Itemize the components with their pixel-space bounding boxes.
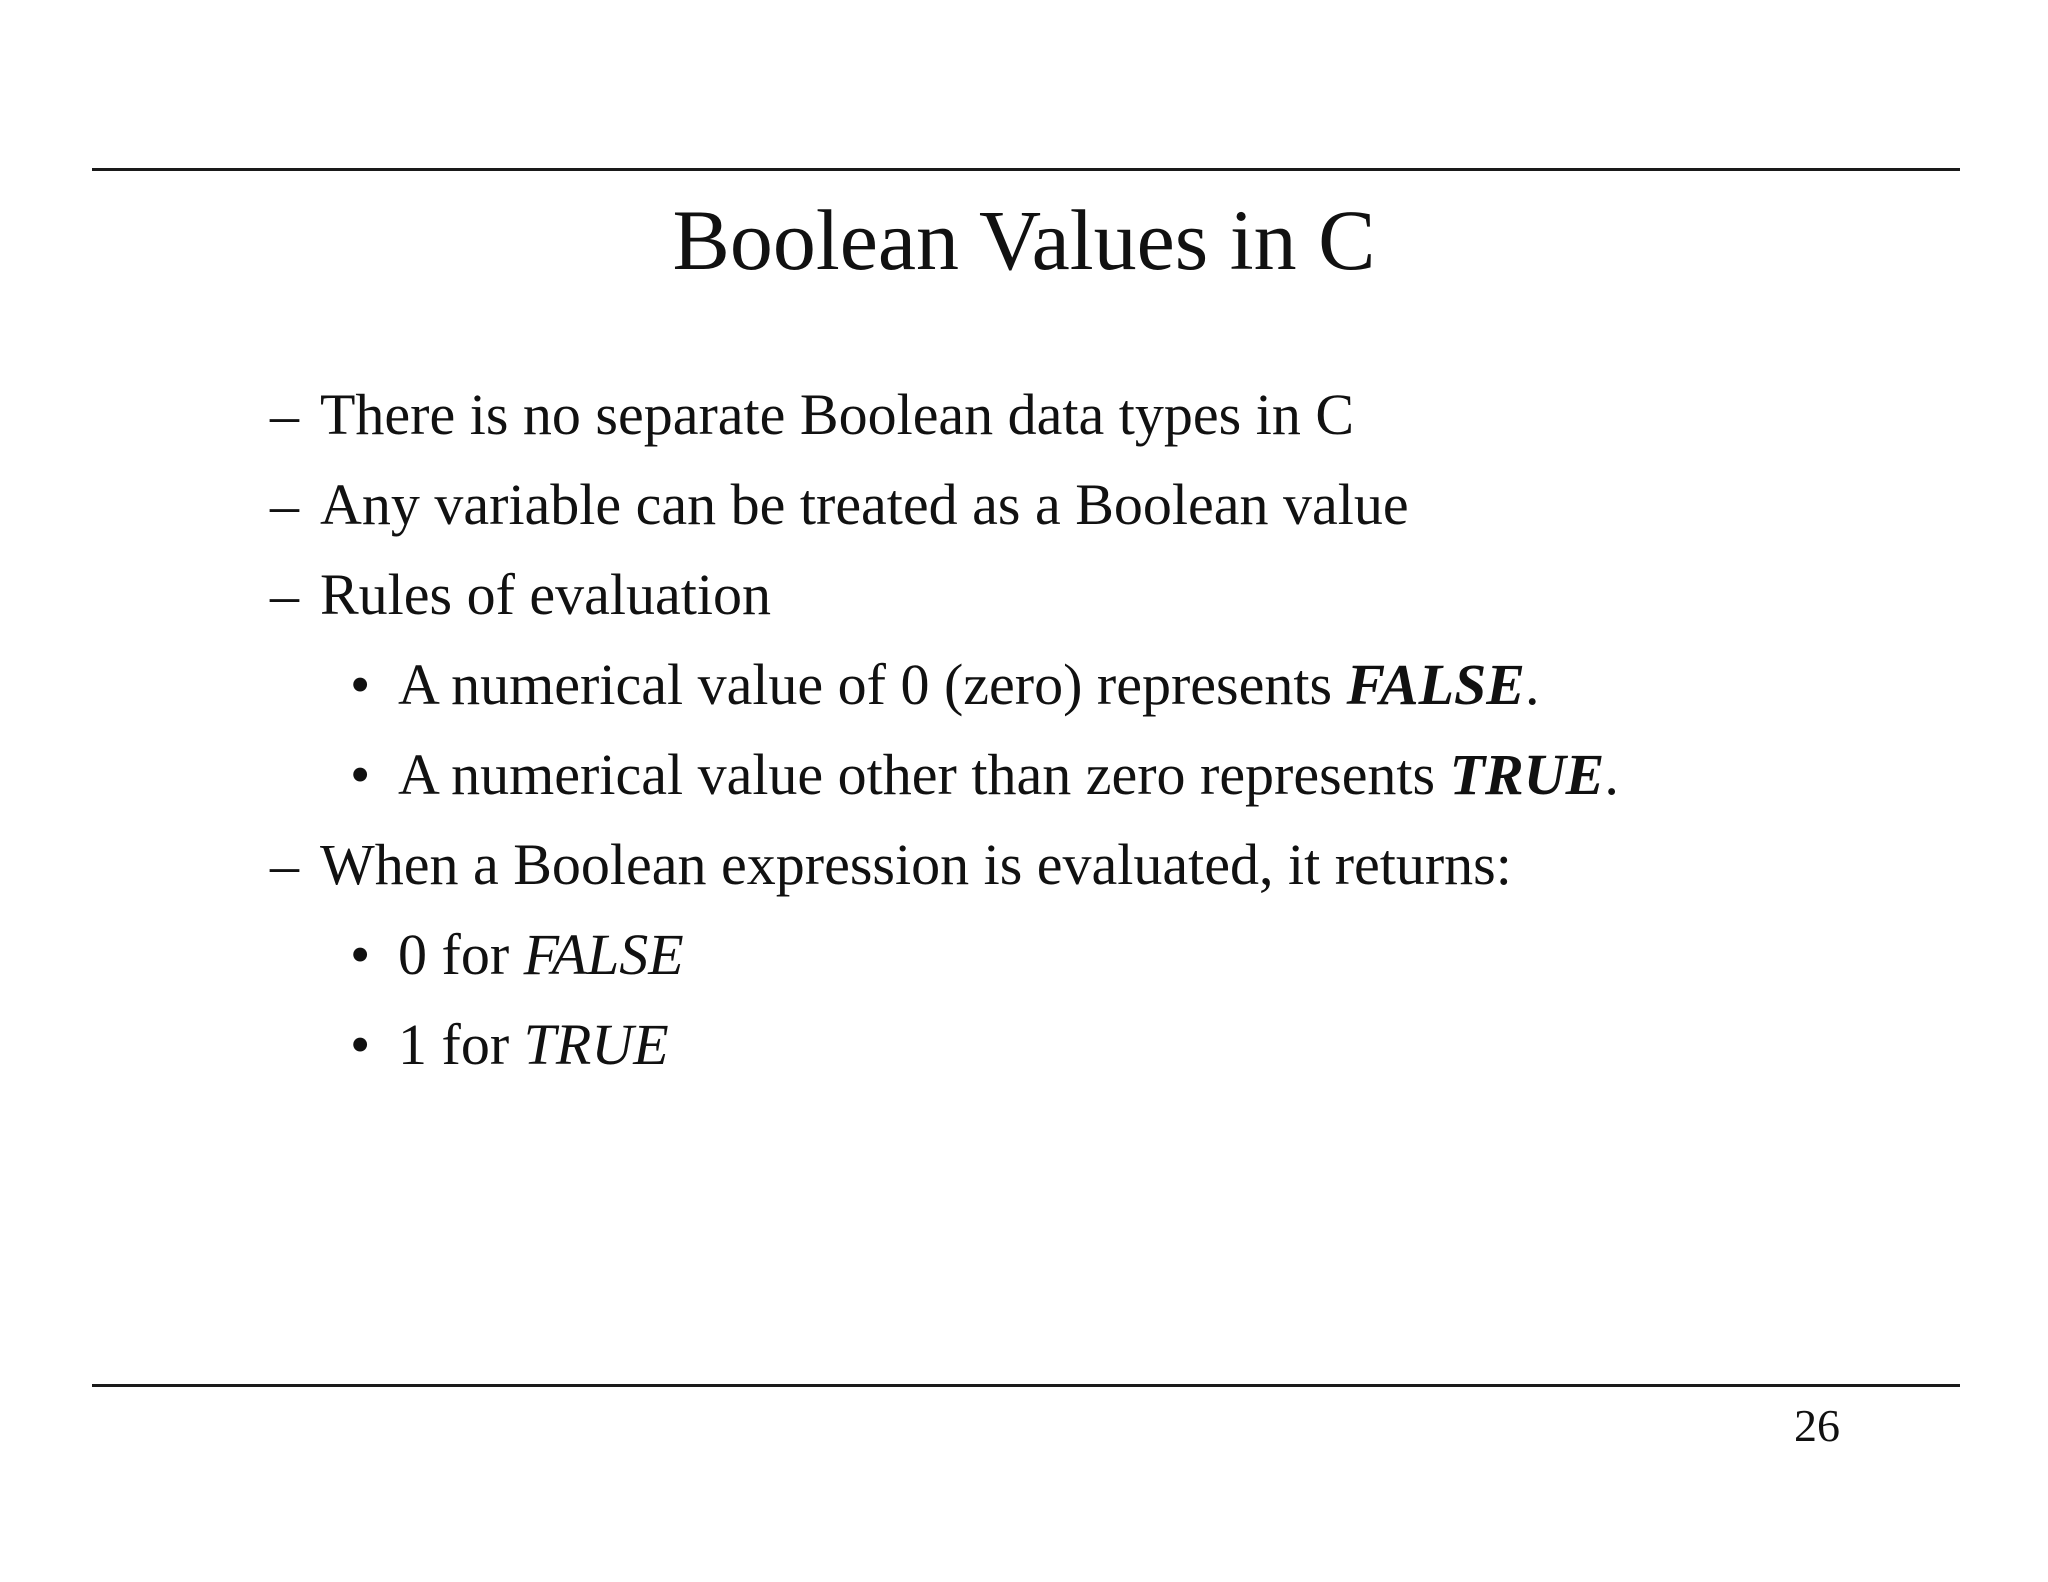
sub-item-text: 0 for <box>398 922 524 987</box>
sub-item-zero-false <box>350 650 1539 720</box>
bullet-marker: • <box>350 742 371 807</box>
true-keyword: TRUE <box>523 1012 669 1077</box>
false-keyword: FALSE <box>523 922 684 987</box>
sub-item-text: 1 for <box>398 1012 524 1077</box>
sub-item-suffix: . <box>1524 652 1540 717</box>
dash-marker: – <box>270 832 299 897</box>
sub-item-suffix: . <box>1604 742 1619 807</box>
list-item-expression-returns <box>270 830 1512 900</box>
list-item-any-variable <box>270 470 1409 540</box>
page-number: 26 <box>1794 1400 1840 1451</box>
slide-title: Boolean Values in C <box>672 192 1376 288</box>
list-item-text: Any variable can be treated as a Boolean value <box>320 472 1409 537</box>
list-item-rules-of-evaluation <box>270 560 771 630</box>
sub-item-zero-for-false <box>350 920 684 990</box>
dash-marker: – <box>270 472 299 537</box>
false-keyword: FALSE <box>1346 652 1525 717</box>
bullet-marker: • <box>350 652 371 717</box>
dash-marker: – <box>270 382 299 447</box>
true-keyword: TRUE <box>1449 742 1605 807</box>
bullet-marker: • <box>350 1012 371 1077</box>
list-item-text: There is no separate Boolean data types in C <box>320 382 1355 447</box>
list-item-no-boolean-type <box>270 380 1354 450</box>
dash-marker: – <box>270 562 299 627</box>
bottom-rule <box>92 1384 1960 1387</box>
bullet-marker: • <box>350 922 371 987</box>
sub-item-text: A numerical value other than zero represents <box>398 742 1450 807</box>
top-rule <box>92 168 1960 171</box>
list-item-text: When a Boolean expression is evaluated, it returns: <box>320 832 1512 897</box>
sub-item-nonzero-true <box>350 740 1619 810</box>
sub-item-text: A numerical value of 0 (zero) represents <box>398 652 1347 717</box>
sub-item-one-for-true <box>350 1010 669 1080</box>
list-item-text: Rules of evaluation <box>320 562 772 627</box>
